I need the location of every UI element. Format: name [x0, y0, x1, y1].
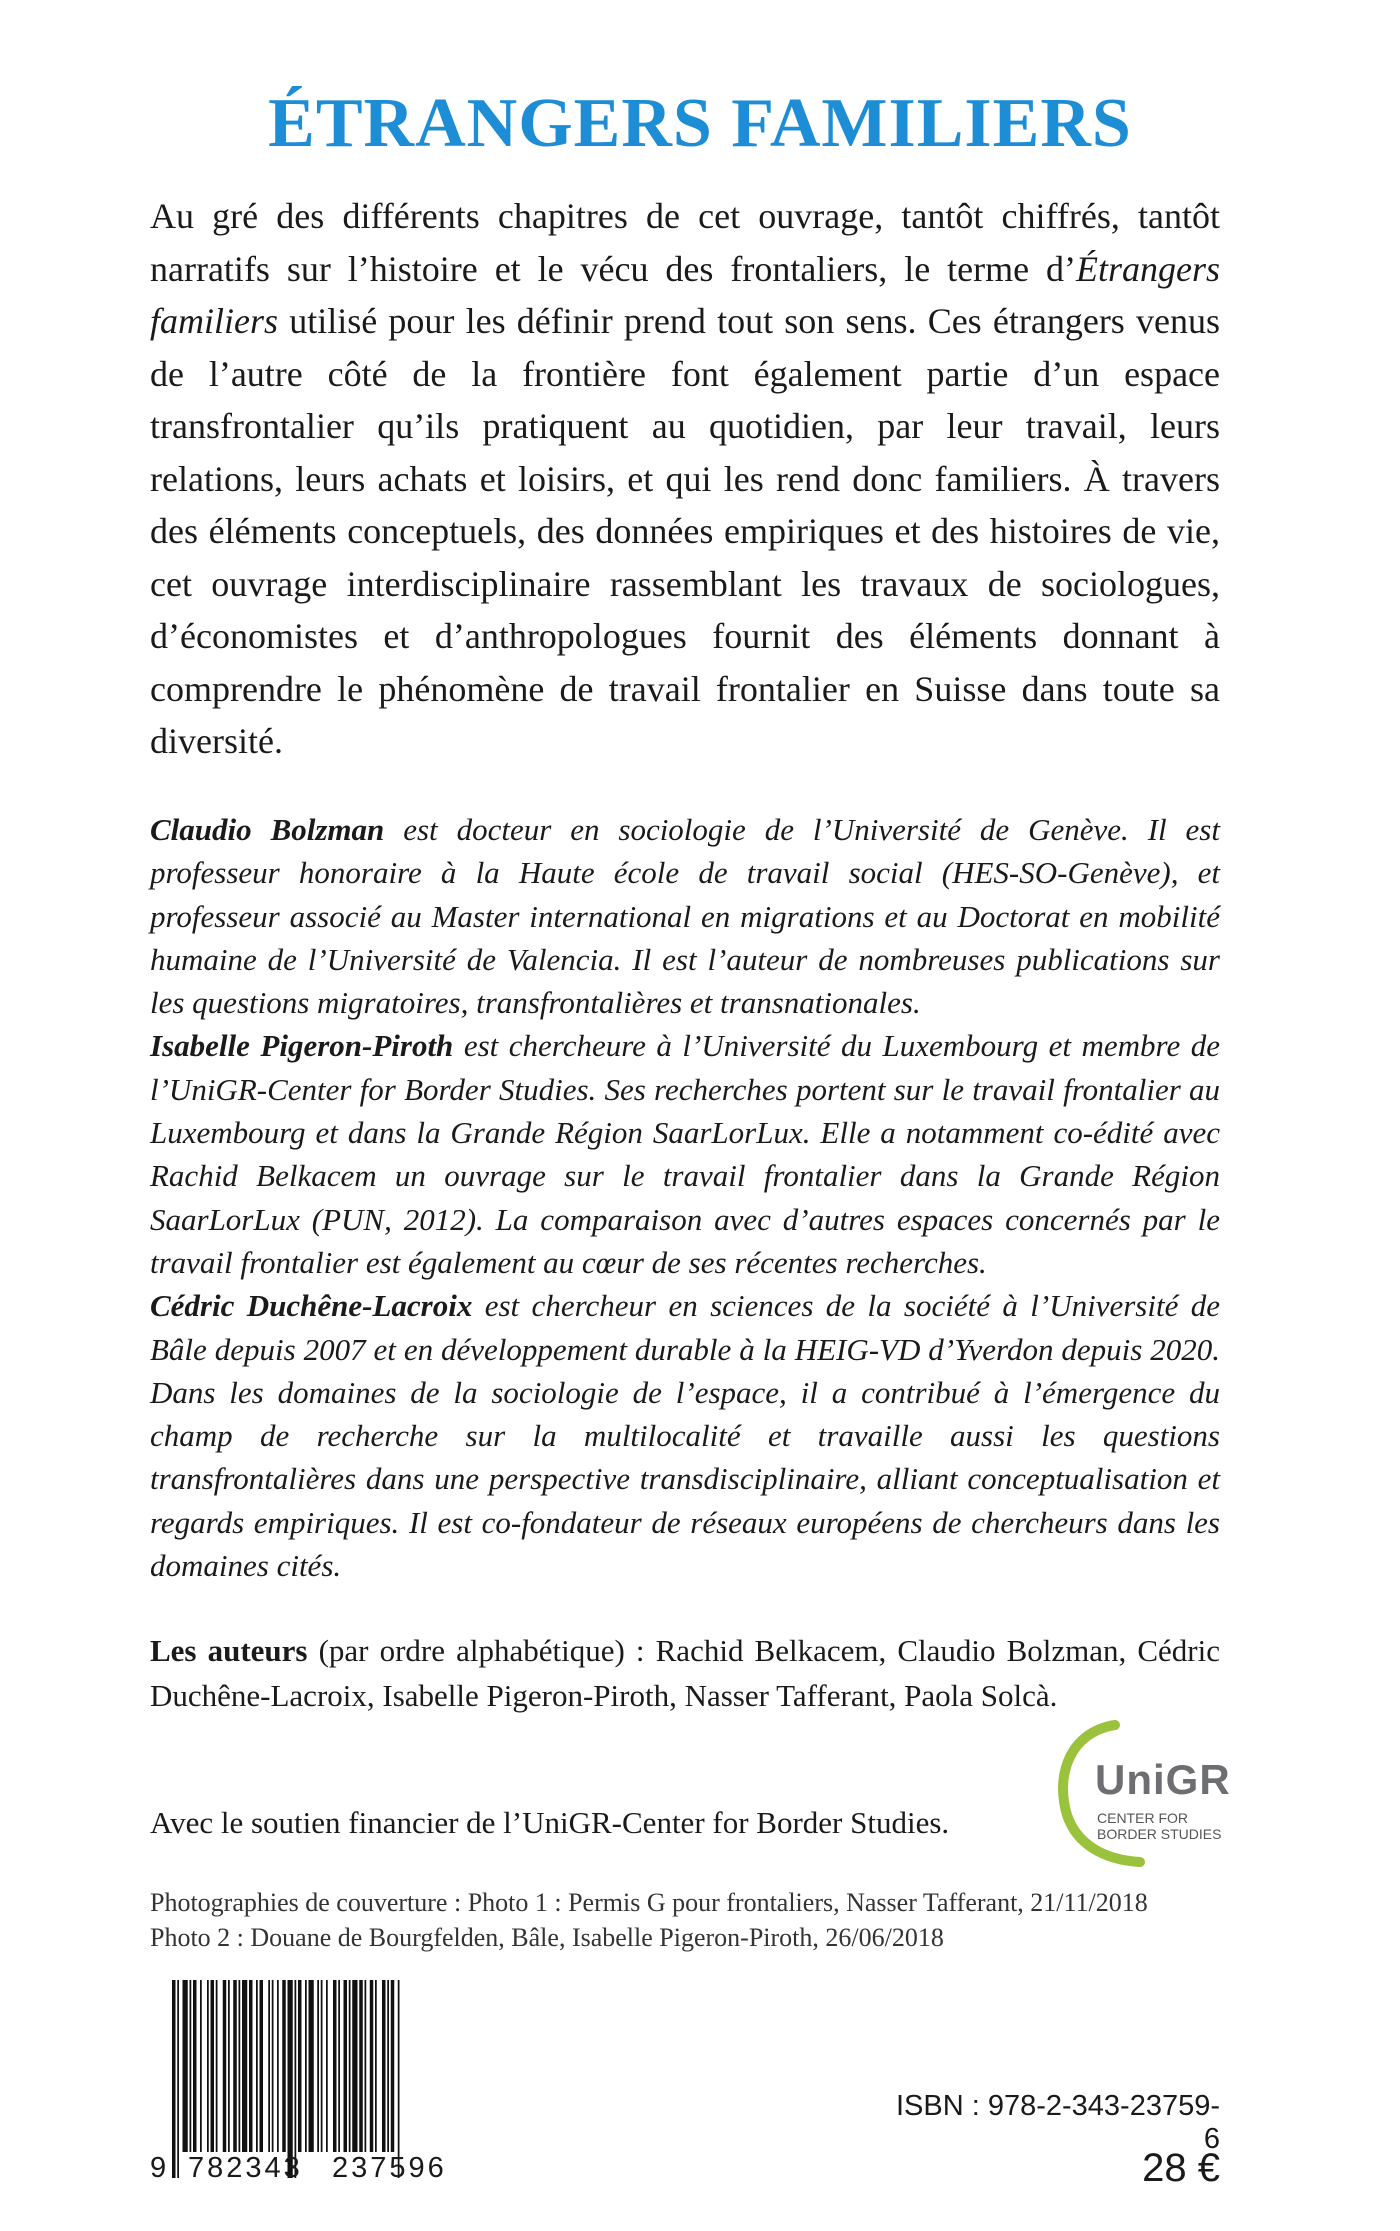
barcode-bar — [321, 1980, 323, 2152]
summary-part-2: utilisé pour les définir prend tout son sens. Ces étrangers venus de l’autre côté de la frontière font également partie d’un espace transfrontalier qu’ils pratiquent au quotidien, par leur travail, leurs relations, leurs achats et loisirs, et qui les rend donc familiers. À travers des éléments conceptuels, des données empiriques et des histoires de vie, cet ouvrage interdisciplinaire rassemblant les travaux de sociologues, d’économistes et d’anthropologues fournit des éléments donnant à comprendre le phénomène de travail frontalier en Suisse dans toute sa diversité. — [150, 301, 1220, 761]
logo-subtitle-1: CENTER FOR — [1097, 1810, 1188, 1826]
barcode-bar — [309, 1980, 314, 2152]
barcode-bar — [249, 1980, 253, 2152]
barcode-bar — [305, 1980, 307, 2152]
bio-name: Claudio Bolzman — [150, 812, 385, 847]
summary-italic-term: Étrangers familiers — [150, 248, 1220, 341]
credits-line-2: Photo 2 : Douane de Bourgfelden, Bâle, Isabelle Pigeron-Piroth, 26/06/2018 — [150, 1923, 944, 1952]
barcode-bar — [282, 1980, 286, 2152]
price: 28 € — [1142, 2146, 1220, 2190]
barcode-bar — [359, 1980, 363, 2152]
summary-part-1: Au gré des différents chapitres de cet ouvrage, tantôt chiffrés, tantôt narratifs sur l’histoire et le vécu des frontaliers, le terme d’ — [150, 196, 1220, 289]
barcode-bar — [228, 1980, 230, 2152]
photo-credits — [150, 1885, 1225, 1955]
logo-wordmark: UniGR — [1095, 1756, 1231, 1803]
authors-label: Les auteurs — [150, 1633, 308, 1668]
barcode-bar — [288, 1980, 293, 2178]
funding-note: Avec le soutien financier de l’UniGR-Center for Border Studies. — [150, 1805, 950, 1840]
bio-text: est docteur en sociologie de l’Université de Genève. Il est professeur honoraire à la Haute école de travail social (HES-SO-Genève), et professeur associé au Master international en migrations et au Doctorat en mobilité humaine de l’Université de Valencia. Il est l’auteur de nombreuses publications sur les questions migratoires, transfrontalières et transnationales. — [150, 812, 1220, 1021]
barcode-right-digits: 237596 — [332, 2152, 447, 2184]
barcode-bar — [352, 1980, 357, 2152]
barcode-bar — [211, 1980, 215, 2152]
credits-line-1: Photographies de couverture : Photo 1 : Permis G pour frontaliers, Nasser Tafferant, 21/11/2018 — [150, 1888, 1148, 1917]
unigr-logo — [1045, 1720, 1245, 1870]
barcode-bar — [398, 1980, 400, 2178]
barcode-bar — [338, 1980, 340, 2152]
barcode-bar — [233, 1980, 237, 2152]
bio-bolzman — [150, 808, 1220, 1024]
barcode-bar — [216, 1980, 218, 2152]
barcode-bar — [177, 1980, 179, 2178]
barcode-left-digits: 782343 — [188, 2152, 303, 2184]
barcode-bar — [260, 1980, 264, 2152]
bio-pigeron-piroth — [150, 1024, 1220, 1284]
barcode-bar — [223, 1980, 227, 2152]
barcode-bar — [349, 1980, 351, 2152]
bio-text: est chercheure à l’Université du Luxembourg et membre de l’UniGR-Center for Border Studies. Ses recherches portent sur le travail frontalier au Luxembourg et dans la Grande Région SaarLorLux. Elle a notamment co-édité avec Rachid Belkacem un ouvrage sur le travail frontalier dans la Grande Région SaarLorLux (PUN, 2012). La comparaison avec d’autres espaces concernés par le travail frontalier est également au cœur de ses récentes recherches. — [150, 1028, 1220, 1280]
barcode-bar — [333, 1980, 337, 2152]
logo-subtitle-2: BORDER STUDIES — [1097, 1826, 1222, 1842]
barcode-bar — [326, 1980, 328, 2152]
barcode-bar — [277, 1980, 279, 2152]
barcode-bar — [317, 1980, 319, 2152]
bio-name: Isabelle Pigeron-Piroth — [150, 1028, 454, 1064]
barcode-bar — [272, 1980, 274, 2152]
barcode-bar — [268, 1980, 270, 2152]
barcode-bar — [365, 1980, 367, 2152]
barcode-bar — [183, 1980, 188, 2152]
book-title: ÉTRANGERS FAMILIERS — [268, 85, 1132, 162]
barcode-bar — [298, 1980, 302, 2152]
barcode-bar — [295, 1980, 297, 2178]
barcode-bar — [239, 1980, 241, 2152]
barcode-bar — [256, 1980, 258, 2152]
isbn: ISBN : 978-2-343-23759-6 — [895, 2090, 1220, 2155]
barcode-bar — [344, 1980, 348, 2152]
barcode-bar — [207, 1980, 209, 2152]
barcode-bar — [391, 1980, 395, 2152]
author-biographies — [150, 808, 1220, 1587]
authors-text: (par ordre alphabétique) : Rachid Belkacem, Claudio Bolzman, Cédric Duchêne-Lacroix, Isabelle Pigeron-Piroth, Nasser Tafferant, Paola Solcà. — [150, 1633, 1220, 1713]
bio-text: est chercheur en sciences de la société à l’Université de Bâle depuis 2007 et en développement durable à la HEIG-VD d’Yverdon depuis 2020. Dans les domaines de la sociologie de l’espace, il a contribué à l’émergence du champ de recherche sur la multilocalité et travaille aussi les questions transfrontalières dans une perspective transdisciplinaire, alliant conceptualisation et regards empiriques. Il est co-fondateur de réseaux européens de chercheurs dans les domaines cités. — [150, 1288, 1220, 1584]
barcode-bar — [200, 1980, 202, 2152]
barcode-bar — [193, 1980, 197, 2152]
bio-name: Cédric Duchêne-Lacroix — [150, 1288, 473, 1324]
barcode-bar — [370, 1980, 374, 2152]
barcode-bar — [190, 1980, 192, 2152]
barcode-bar — [242, 1980, 247, 2152]
barcode-bar — [375, 1980, 377, 2152]
barcode-bar — [387, 1980, 389, 2152]
bio-duchene-lacroix — [150, 1284, 1220, 1587]
barcode-first-digit: 9 — [150, 2152, 167, 2184]
barcode-bar — [172, 1980, 176, 2178]
barcode-bar — [382, 1980, 386, 2152]
book-summary — [150, 190, 1220, 768]
authors-list — [150, 1628, 1220, 1718]
